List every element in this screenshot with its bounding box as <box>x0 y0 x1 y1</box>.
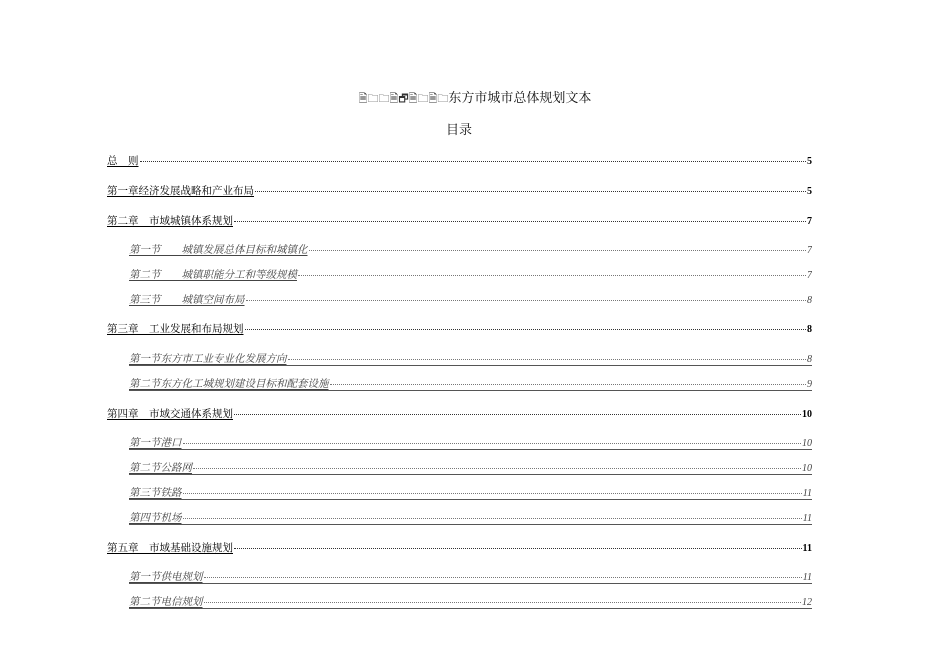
dot-leader <box>183 485 802 494</box>
toc-entry-label: 第一节 城镇发展总体目标和城镇化 <box>129 244 308 256</box>
toc-entry[interactable] <box>107 153 812 167</box>
toc-entry-label: 第二节东方化工城规划建设目标和配套设施 <box>129 378 329 390</box>
toc-entry-page: 12 <box>802 597 812 608</box>
toc-entry-label: 总 则 <box>107 155 139 167</box>
dot-leader <box>298 267 806 276</box>
toc-subentry[interactable] <box>129 460 812 475</box>
dot-leader <box>183 510 802 519</box>
dot-leader <box>204 594 802 603</box>
dot-leader <box>140 153 807 162</box>
toc-entry-label: 第二节 城镇职能分工和等级规模 <box>129 269 297 281</box>
toc-entry[interactable] <box>107 406 812 420</box>
dot-leader <box>309 242 807 251</box>
toc-entry-label: 第四章 市域交通体系规划 <box>107 408 233 420</box>
toc-entry-page: 11 <box>802 572 812 583</box>
toc-entry-page: 10 <box>802 409 812 420</box>
toc-entry-page: 11 <box>802 543 812 554</box>
toc-subentry[interactable] <box>129 242 812 256</box>
toc-heading: 目录 <box>445 123 472 138</box>
document-title <box>0 90 950 108</box>
toc-subentry[interactable] <box>129 510 812 525</box>
toc-subentry[interactable] <box>129 569 812 584</box>
toc-entry-page: 10 <box>802 463 812 474</box>
dot-leader <box>234 540 802 549</box>
toc-entry-page: 7 <box>807 245 812 256</box>
toc-subentry[interactable] <box>129 376 812 391</box>
toc-entry-label: 第一节供电规划 <box>129 571 203 583</box>
toc-entry-label: 第二节电信规划 <box>129 596 203 608</box>
dot-leader <box>204 569 802 578</box>
toc-subentry[interactable] <box>129 485 812 500</box>
toc-entry[interactable] <box>107 213 812 227</box>
toc-subentry[interactable] <box>129 435 812 450</box>
toc-entry-page: 10 <box>802 438 812 449</box>
toc-entry-label: 第二节公路网 <box>129 462 192 474</box>
dot-leader <box>234 213 806 222</box>
dot-leader <box>234 406 801 415</box>
dot-leader <box>288 351 807 360</box>
toc-entry-page: 8 <box>807 354 812 365</box>
toc-entry-label: 第三章 工业发展和布局规划 <box>107 323 244 335</box>
toc-entry-label: 第一节东方市工业专业化发展方向 <box>129 353 287 365</box>
toc-entry-page: 7 <box>807 216 812 227</box>
toc-entry-page: 9 <box>807 379 812 390</box>
toc-subentry[interactable] <box>129 594 812 609</box>
toc-entry-page: 11 <box>802 513 812 524</box>
toc-subentry[interactable] <box>129 267 812 281</box>
toc-subentry[interactable] <box>129 292 812 306</box>
toc-entry-label: 第一章经济发展战略和产业布局 <box>107 185 254 197</box>
toc-entry-page: 8 <box>807 295 812 306</box>
toc-entry-label: 第三节铁路 <box>129 487 182 499</box>
toc-entry-page: 5 <box>807 186 812 197</box>
toc-entry-label: 第五章 市域基础设施规划 <box>107 542 233 554</box>
dot-leader <box>183 435 802 444</box>
toc-entry[interactable] <box>107 540 812 554</box>
dot-leader <box>246 292 807 301</box>
title-text: 东方市城市总体规划文本 <box>448 91 592 106</box>
toc-entry-page: 11 <box>802 488 812 499</box>
toc-subentry[interactable] <box>129 351 812 366</box>
toc-entry-page: 8 <box>807 324 812 335</box>
toc-entry-label: 第三节 城镇空间布局 <box>129 294 245 306</box>
dot-leader <box>193 460 801 469</box>
toc-entry[interactable] <box>107 183 812 197</box>
toc-entry-page: 7 <box>807 270 812 281</box>
toc-entry-label: 第二章 市域城镇体系规划 <box>107 215 233 227</box>
dot-leader <box>330 376 807 385</box>
dot-leader <box>255 183 806 192</box>
toc-entry-page: 5 <box>807 156 812 167</box>
toc-entry-label: 第四节机场 <box>129 512 182 524</box>
toc-entry[interactable] <box>107 321 812 335</box>
dot-leader <box>245 321 807 330</box>
toc-entry-label: 第一节港口 <box>129 437 182 449</box>
title-garbled-glyphs: 🗎🗀🗀🗎🗗🗎🗀🗎🗀 <box>358 92 449 105</box>
